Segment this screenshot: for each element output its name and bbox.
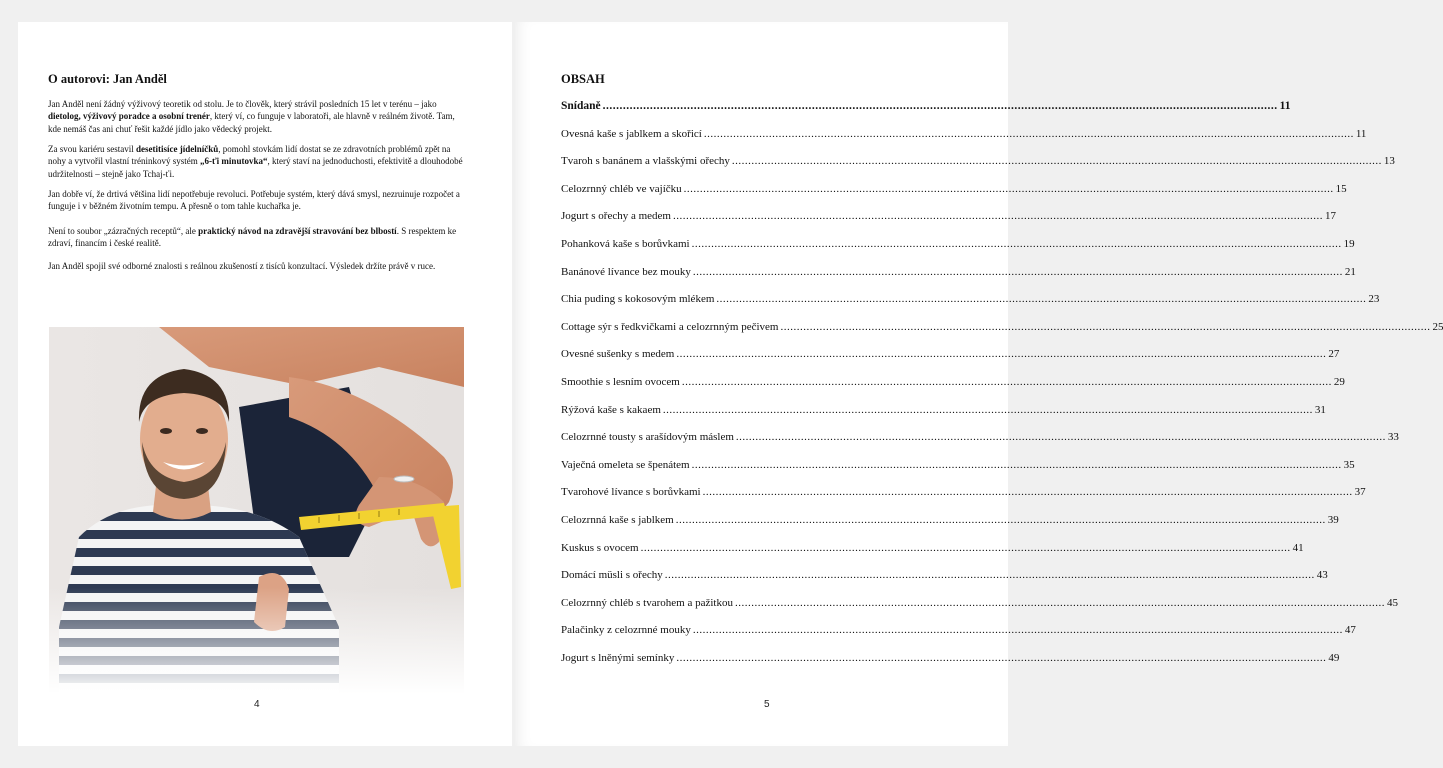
toc-entry-title: Cottage sýr s ředkvičkami a celozrnným pečivem [561, 320, 779, 333]
text-run: Jan Anděl spojil své odborné znalosti s reálnou zkušeností z tisíců konzultací. Výsledek držíte právě v ruce. [48, 261, 436, 271]
toc-row[interactable] [561, 292, 1380, 320]
right-page [514, 22, 1443, 746]
toc-entry-page: 19 [1343, 237, 1355, 250]
toc-row[interactable] [561, 513, 1339, 541]
toc-leader-dots: ........................................................................................................................................................................................................ [602, 100, 1278, 112]
toc-leader-dots: ........................................................................................................................................................................................................ [675, 513, 1326, 526]
toc-entry-title: Domácí müsli s ořechy [561, 569, 663, 582]
toc-row[interactable] [561, 458, 1355, 486]
toc-entry-page: 21 [1344, 265, 1356, 278]
left-page [18, 22, 512, 746]
toc-row[interactable] [561, 651, 1340, 679]
toc-entry-title: Tvaroh s banánem a vlašskými ořechy [561, 155, 730, 168]
toc-entry-page: 11 [1279, 100, 1291, 112]
toc-section-row[interactable] [561, 99, 1291, 127]
toc-entry-page: 41 [1292, 541, 1304, 554]
toc-leader-dots: ........................................................................................................................................................................................................ [703, 127, 1354, 140]
toc-row[interactable] [561, 127, 1367, 155]
bold-text-run: praktický návod na zdravější stravování bez blbostí [198, 226, 397, 236]
toc-entry-title: Rýžová kaše s kakaem [561, 403, 661, 416]
author-paragraph [48, 143, 466, 180]
toc-leader-dots: ........................................................................................................................................................................................................ [731, 155, 1382, 168]
bold-text-run: „6-ťi minutovka“ [200, 156, 268, 167]
toc-entry-page: 29 [1333, 375, 1345, 388]
author-heading: O autorovi: Jan Anděl [48, 72, 167, 86]
toc-row[interactable] [561, 596, 1398, 624]
text-run: , pomohl stovkám lidí dostat se ze zdravotních problémů zpět na nohy a vytvořil vlastní tréninkový systém [48, 144, 451, 167]
toc-entry-page: 31 [1314, 403, 1326, 416]
toc-row[interactable] [561, 485, 1366, 513]
toc-entry-page: 25 [1432, 320, 1443, 333]
toc-leader-dots: ........................................................................................................................................................................................................ [692, 265, 1343, 278]
text-run: Jan dobře ví, že drtivá většina lidí nepotřebuje revoluci. Potřebuje systém, který dává smysl, nezruinuje rozpočet a funguje i v běžném životním tempu. A přesně o tom tahle kuchařka je. [48, 189, 460, 212]
toc-row[interactable] [561, 265, 1356, 293]
toc-leader-dots: ........................................................................................................................................................................................................ [681, 375, 1332, 388]
toc-entry-page: 33 [1387, 431, 1399, 444]
toc-leader-dots: ........................................................................................................................................................................................................ [691, 237, 1342, 250]
author-paragraph [48, 260, 466, 272]
page-number-left: 4 [254, 699, 260, 710]
toc-row[interactable] [561, 623, 1356, 651]
toc-entry-title: Pohanková kaše s borůvkami [561, 237, 690, 250]
toc-leader-dots: ........................................................................................................................................................................................................ [676, 348, 1327, 361]
text-run: Jan Anděl není žádný výživový teoretik od stolu. Je to člověk, který strávil posledních 15 let v terénu – jako [48, 99, 437, 109]
toc-entry-page: 27 [1328, 348, 1340, 361]
toc-leader-dots: ........................................................................................................................................................................................................ [662, 403, 1313, 416]
toc-entry-page: 11 [1355, 127, 1367, 140]
toc-row[interactable] [561, 237, 1355, 265]
author-paragraph [48, 98, 466, 135]
toc-entry-title: Celozrnný chléb s tvarohem a pažitkou [561, 596, 733, 609]
toc-entry-title: Celozrnná kaše s jablkem [561, 513, 674, 526]
table-of-contents [561, 99, 1443, 678]
toc-row[interactable] [561, 403, 1326, 431]
bold-text-run: dietolog, výživový poradce a osobní trenér [48, 111, 210, 122]
text-run: , který ví, co funguje v laboratoři, ale hlavně v reálném životě. Tam, kde nemáš čas ani chuť řešit každé jídlo jako vědecký projekt. [48, 111, 455, 134]
toc-leader-dots: ........................................................................................................................................................................................................ [702, 486, 1353, 499]
toc-entry-title: Snídaně [561, 100, 601, 112]
toc-entry-page: 39 [1327, 513, 1339, 526]
text-run: Není to soubor „zázračných receptů“, ale [48, 226, 199, 236]
toc-row[interactable] [561, 430, 1399, 458]
toc-entry-title: Celozrnné tousty s arašídovým máslem [561, 431, 734, 444]
toc-leader-dots: ........................................................................................................................................................................................................ [664, 569, 1315, 582]
toc-heading: OBSAH [561, 72, 605, 86]
toc-entry-title: Kuskus s ovocem [561, 541, 639, 554]
text-run: . S respektem ke zdraví, financím i české realitě. [48, 226, 457, 249]
toc-entry-title: Jogurt s lněnými semínky [561, 651, 675, 664]
toc-leader-dots: ........................................................................................................................................................................................................ [691, 458, 1342, 471]
toc-leader-dots: ........................................................................................................................................................................................................ [735, 431, 1386, 444]
toc-entry-page: 49 [1328, 651, 1340, 664]
author-photo [49, 327, 464, 694]
text-run: , který staví na jednoduchosti, efektivitě a dlouhodobé udržitelnosti – stejně jako Tchaj-ťi. [48, 156, 463, 179]
toc-row[interactable] [561, 375, 1345, 403]
toc-row[interactable] [561, 568, 1328, 596]
toc-entry-page: 45 [1386, 596, 1398, 609]
toc-entry-page: 37 [1354, 486, 1366, 499]
toc-entry-title: Vaječná omeleta se špenátem [561, 458, 690, 471]
toc-leader-dots: ........................................................................................................................................................................................................ [716, 293, 1367, 306]
toc-entry-title: Chia puding s kokosovým mlékem [561, 293, 715, 306]
author-paragraph [48, 188, 466, 213]
toc-leader-dots: ........................................................................................................................................................................................................ [676, 651, 1327, 664]
toc-row[interactable] [561, 320, 1443, 348]
toc-entry-page: 23 [1368, 293, 1380, 306]
toc-row[interactable] [561, 154, 1395, 182]
toc-leader-dots: ........................................................................................................................................................................................................ [780, 320, 1431, 333]
toc-row[interactable] [561, 347, 1340, 375]
bold-text-run: desetitisíce jídelníčků [135, 144, 219, 154]
toc-entry-page: 47 [1344, 624, 1356, 637]
toc-entry-page: 43 [1316, 569, 1328, 582]
toc-leader-dots: ........................................................................................................................................................................................................ [672, 210, 1323, 223]
toc-leader-dots: ........................................................................................................................................................................................................ [683, 182, 1334, 195]
toc-entry-page: 13 [1383, 155, 1395, 168]
toc-row[interactable] [561, 541, 1304, 569]
toc-entry-title: Ovesné sušenky s medem [561, 348, 675, 361]
toc-row[interactable] [561, 209, 1336, 237]
toc-entry-title: Jogurt s ořechy a medem [561, 210, 671, 223]
toc-entry-page: 17 [1324, 210, 1336, 223]
toc-entry-title: Palačinky z celozrnné mouky [561, 624, 691, 637]
toc-row[interactable] [561, 182, 1347, 210]
toc-entry-title: Ovesná kaše s jablkem a skořicí [561, 127, 702, 140]
toc-entry-page: 35 [1343, 458, 1355, 471]
toc-entry-title: Banánové lívance bez mouky [561, 265, 691, 278]
toc-entry-title: Celozrnný chléb ve vajíčku [561, 182, 682, 195]
toc-entry-title: Smoothie s lesním ovocem [561, 375, 680, 388]
text-run: Za svou kariéru sestavil [48, 144, 136, 154]
toc-leader-dots: ........................................................................................................................................................................................................ [734, 596, 1385, 609]
toc-entry-page: 15 [1335, 182, 1347, 195]
toc-leader-dots: ........................................................................................................................................................................................................ [640, 541, 1291, 554]
toc-entry-title: Tvarohové lívance s borůvkami [561, 486, 701, 499]
page-number-right: 5 [764, 699, 770, 710]
toc-leader-dots: ........................................................................................................................................................................................................ [692, 624, 1343, 637]
author-paragraph [48, 225, 466, 250]
